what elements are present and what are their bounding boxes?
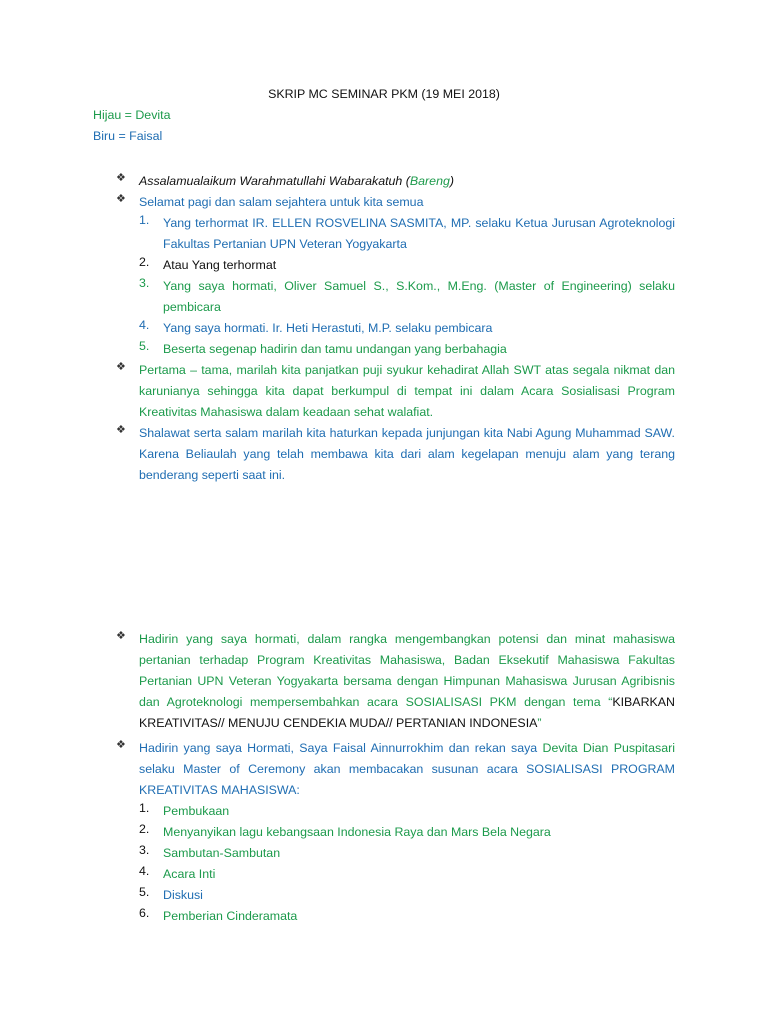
list-number: 5. xyxy=(139,339,150,353)
susunan-part-c: selaku Master of Ceremony akan membacakan susunan acara SOSIALISASI PROGRAM KREATIVITAS MAHASISWA: xyxy=(139,762,675,797)
agenda-text: Menyanyikan lagu kebangsaan Indonesia Raya dan Mars Bela Negara xyxy=(163,825,551,839)
diamond-bullet-icon: ❖ xyxy=(116,361,126,373)
agenda-text: Acara Inti xyxy=(163,867,216,881)
agenda-text: Sambutan-Sambutan xyxy=(163,846,281,860)
list-text: Yang saya hormati. Ir. Heti Herastuti, M.P. selaku pembicara xyxy=(163,321,493,335)
diamond-bullet-icon: ❖ xyxy=(116,193,126,205)
list-number: 1. xyxy=(139,213,150,227)
list-text: Beserta segenap hadirin dan tamu undangan yang berbahagia xyxy=(163,342,507,356)
shalawat-text: Shalawat serta salam marilah kita haturkan kepada junjungan kita Nabi Agung Muhammad SAW. Karena Beliaulah yang telah membawa kita dari alam kegelapan menuju alam yang terang benderang seperti saat ini. xyxy=(139,426,675,482)
legend-blue: Biru = Faisal xyxy=(93,129,163,143)
agenda-number: 1. xyxy=(139,801,150,815)
document-title: SKRIP MC SEMINAR PKM (19 MEI 2018) xyxy=(268,87,500,101)
susunan-part-a: Hadirin yang saya Hormati, Saya Faisal Ainnurrokhim dan rekan saya xyxy=(139,741,543,755)
syukur-text: Pertama – tama, marilah kita panjatkan puji syukur kehadirat Allah SWT atas segala nikmat dan karunianya sehingga kita dapat berkumpul di tempat ini dalam Acara Sosialisasi Program Kreativitas Mahasiswa dalam keadaan sehat walafiat. xyxy=(139,363,675,419)
list-number: 4. xyxy=(139,318,150,332)
theme-open-quote: “ xyxy=(608,695,613,709)
agenda-number: 2. xyxy=(139,822,150,836)
agenda-text: Diskusi xyxy=(163,888,203,902)
agenda-text: Pemberian Cinderamata xyxy=(163,909,298,923)
legend-green: Hijau = Devita xyxy=(93,108,171,122)
agenda-number: 3. xyxy=(139,843,150,857)
list-text: Atau Yang terhormat xyxy=(163,258,277,272)
greeting-close: ) xyxy=(449,174,454,188)
theme-close-quote: ” xyxy=(537,716,542,730)
theme-title: KIBARKAN KREATIVITAS// MENUJU CENDEKIA MUDA// PERTANIAN INDONESIA xyxy=(139,695,675,730)
greeting-main: Assalamualaikum Warahmatullahi Wabarakatuh ( xyxy=(139,174,410,188)
susunan-part-b: Devita Dian Puspitasari xyxy=(542,741,675,755)
agenda-number: 5. xyxy=(139,885,150,899)
tema-body: Hadirin yang saya hormati, dalam rangka mengembangkan potensi dan minat mahasiswa pertanian terhadap Program Kreativitas Mahasiswa, Badan Eksekutif Mahasiswa Fakultas Pertanian UPN Veteran Yogyakarta bersama dengan Himpunan Mahasiswa Jurusan Agribisnis dan Agroteknologi mempersembahkan acara SOSIALISASI PKM dengan tema xyxy=(139,632,675,709)
diamond-bullet-icon: ❖ xyxy=(116,424,126,436)
diamond-bullet-icon: ❖ xyxy=(116,630,126,642)
susunan-text xyxy=(139,738,675,801)
list-text: Yang saya hormati, Oliver Samuel S., S.Kom., M.Eng. (Master of Engineering) selaku pembicara xyxy=(163,279,675,314)
list-number: 2. xyxy=(139,255,150,269)
agenda-number: 4. xyxy=(139,864,150,878)
greeting-text xyxy=(139,171,675,192)
list-text: Yang terhormat IR. ELLEN ROSVELINA SASMITA, MP. selaku Ketua Jurusan Agroteknologi Fakultas Pertanian UPN Veteran Yogyakarta xyxy=(163,216,675,251)
agenda-text: Pembukaan xyxy=(163,804,230,818)
diamond-bullet-icon: ❖ xyxy=(116,172,126,184)
tema-text xyxy=(139,629,675,734)
salam-text: Selamat pagi dan salam sejahtera untuk kita semua xyxy=(139,195,424,209)
agenda-number: 6. xyxy=(139,906,150,920)
greeting-tag: Bareng xyxy=(409,174,450,188)
list-number: 3. xyxy=(139,276,150,290)
diamond-bullet-icon: ❖ xyxy=(116,739,126,751)
